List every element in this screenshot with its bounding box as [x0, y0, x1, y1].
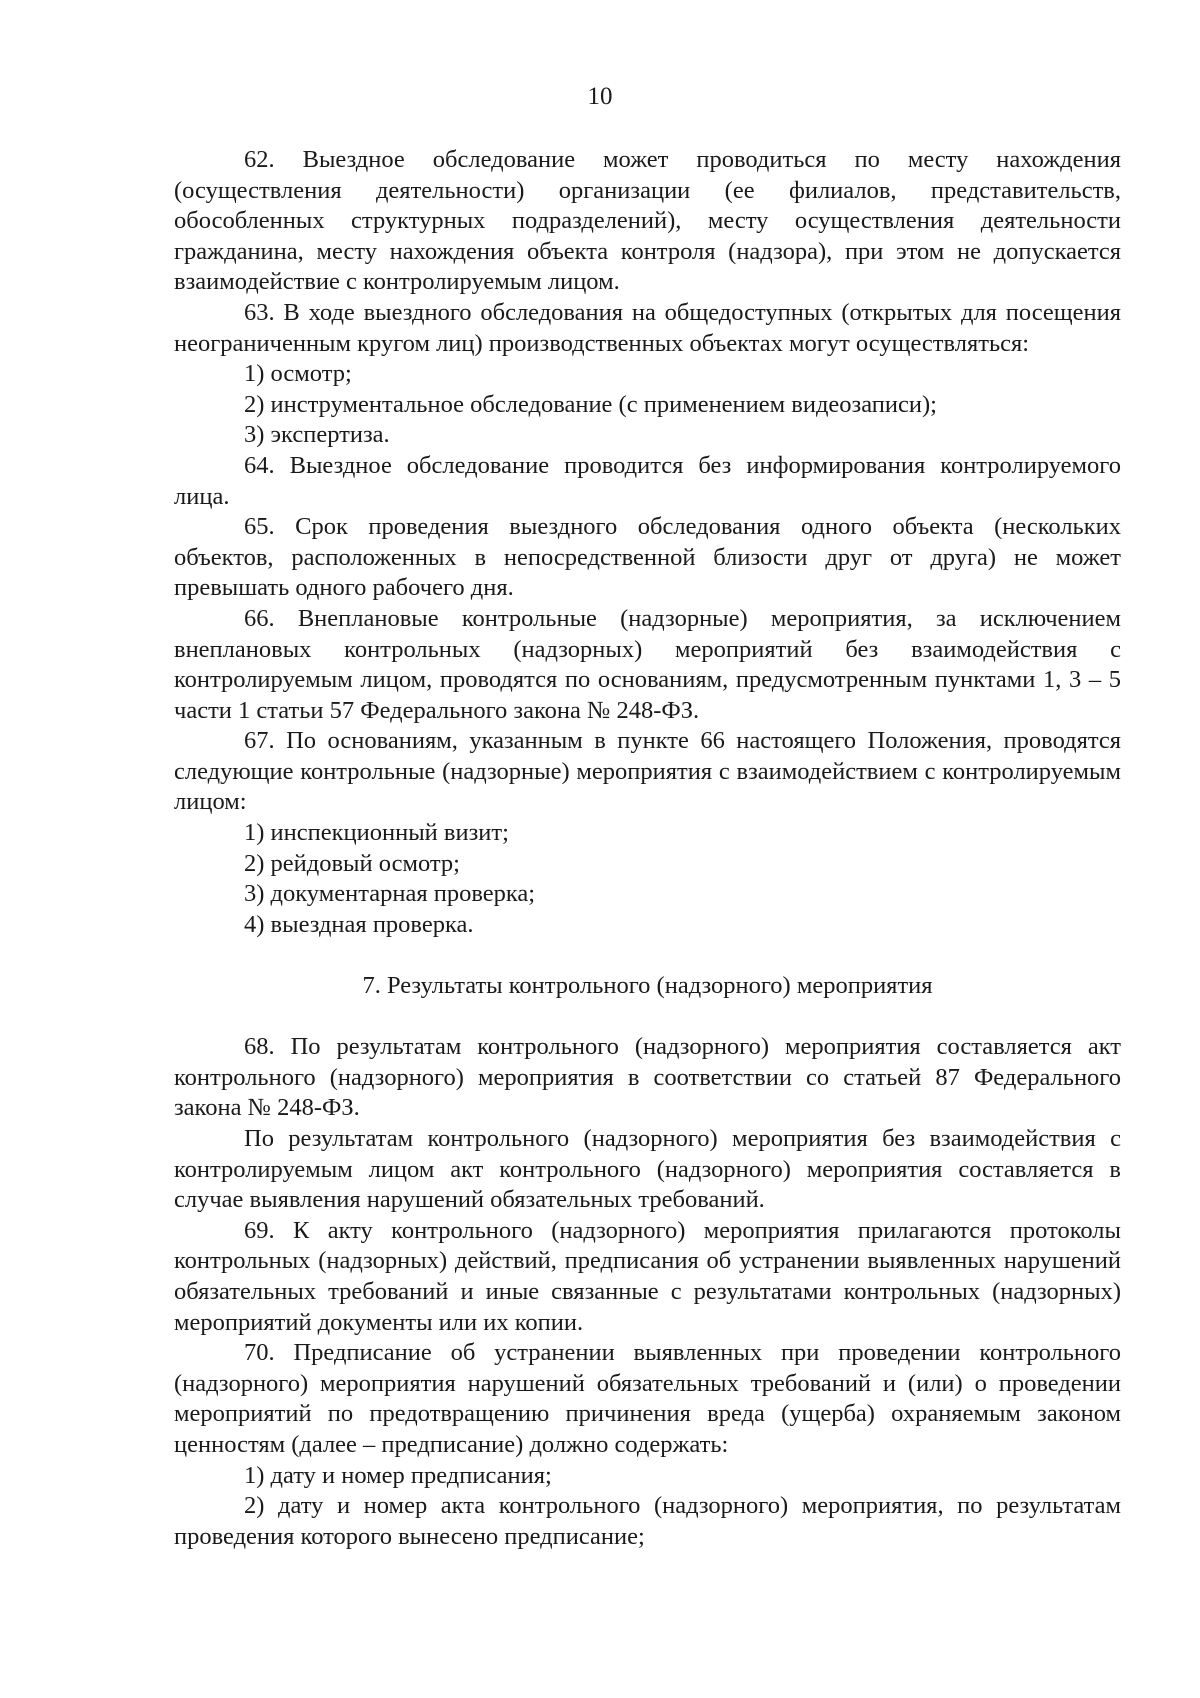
list-item: 2) инструментальное обследование (с применением видеозаписи);	[244, 390, 937, 418]
section-heading: 7. Результаты контрольного (надзорного) мероприятия	[362, 972, 933, 1000]
page-number: 10	[587, 83, 613, 110]
list-item: 3) документарная проверка;	[244, 880, 536, 908]
list-item: 3) экспертиза.	[244, 421, 390, 449]
document-body	[174, 145, 1121, 1552]
paragraph-65: 65. Срок проведения выездного обследования одного объекта (нескольких объектов, расположенных в непосредственной близости друг от друга) не может превышать одного рабочего дня.	[174, 513, 1121, 602]
list-item: 2) дату и номер акта контрольного (надзорного) мероприятия, по результатам проведения которого вынесено предписание;	[174, 1492, 1121, 1550]
paragraph-64: 64. Выездное обследование проводится без информирования контролируемого лица.	[174, 451, 1121, 510]
paragraph-68: 68. По результатам контрольного (надзорного) мероприятия составляется акт контрольного (надзорного) мероприятия в соответствии со статьей 87 Федерального закона № 248-ФЗ.	[174, 1033, 1121, 1122]
list-item: 1) осмотр;	[244, 360, 352, 388]
paragraph-66: 66. Внеплановые контрольные (надзорные) мероприятия, за исключением внеплановых контрольных (надзорных) мероприятий без взаимодействия с контролируемым лицом, проводятся по основаниям, предусмотренным пунктами 1, 3 – 5 части 1 статьи 57 Федерального закона № 248-ФЗ.	[174, 604, 1121, 724]
list-item: 1) дату и номер предписания;	[244, 1461, 552, 1489]
paragraph-63: 63. В ходе выездного обследования на общедоступных (открытых для посещения неограниченным кругом лиц) производственных объектах могут осуществляться:	[174, 298, 1121, 357]
paragraph-67: 67. По основаниям, указанным в пункте 66 настоящего Положения, проводятся следующие контрольные (надзорные) мероприятия с взаимодействием с контролируемым лицом:	[174, 727, 1121, 816]
list-item: 1) инспекционный визит;	[244, 819, 509, 847]
paragraph-62: 62. Выездное обследование может проводиться по месту нахождения (осуществления деятельности) организации (ее филиалов, представительств, обособленных структурных подразделений), месту осуществления деятельности гражданина, месту нахождения объекта контроля (надзора), при этом не допускается взаимодействие с контролируемым лицом.	[174, 146, 1121, 296]
list-item: 2) рейдовый осмотр;	[244, 849, 460, 877]
paragraph-70: 70. Предписание об устранении выявленных при проведении контрольного (надзорного) мероприятия нарушений обязательных требований и (или) о проведении мероприятий по предотвращению причинения вреда (ущерба) охраняемым законом ценностям (далее – предписание) должно содержать:	[174, 1339, 1121, 1458]
paragraph-69: 69. К акту контрольного (надзорного) мероприятия прилагаются протоколы контрольных (надзорных) действий, предписания об устранении выявленных нарушений обязательных требований и иные связанные с результатами контрольных (надзорных) мероприятий документы или их копии.	[174, 1216, 1121, 1336]
paragraph-68-continued: По результатам контрольного (надзорного) мероприятия без взаимодействия с контролируемым лицом акт контрольного (надзорного) мероприятия составляется в случае выявления нарушений обязательных требований.	[174, 1125, 1121, 1214]
list-item: 4) выездная проверка.	[244, 910, 474, 938]
